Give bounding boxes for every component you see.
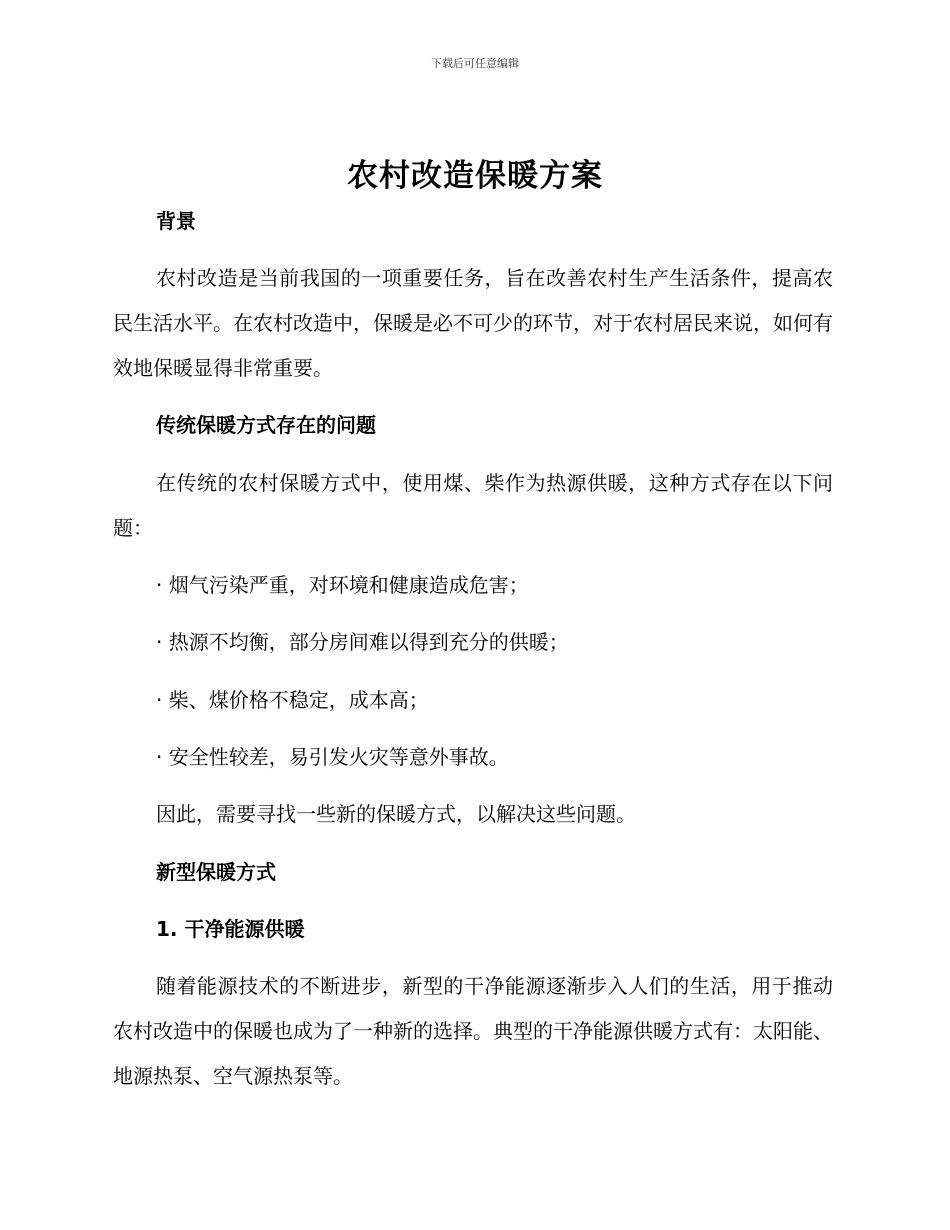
header-note: 下载后可任意编辑 <box>431 57 519 70</box>
paragraph-problems-conclusion: 因此，需要寻找一些新的保暖方式，以解决这些问题。 <box>156 802 636 826</box>
document-title: 农村改造保暖方案 <box>347 158 603 194</box>
section-heading-problems: 传统保暖方式存在的问题 <box>156 413 376 437</box>
list-item-problem-3: · 柴、煤价格不稳定，成本高； <box>156 688 429 712</box>
subsection-heading-clean-energy: 1. 干净能源供暖 <box>156 917 305 941</box>
list-item-problem-2: · 热源不均衡，部分房间难以得到充分的供暖； <box>156 630 569 654</box>
list-item-problem-4: · 安全性较差，易引发火灾等意外事故。 <box>156 745 509 769</box>
list-item-problem-1: · 烟气污染严重，对环境和健康造成危害； <box>156 573 529 597</box>
paragraph-problems-intro: 在传统的农村保暖方式中，使用煤、柴作为热源供暖，这种方式存在以下问题： <box>113 471 833 540</box>
paragraph-background: 农村改造是当前我国的一项重要任务，旨在改善农村生产生活条件，提高农民生活水平。在农村改造中，保暖是必不可少的环节，对于农村居民来说，如何有效地保暖显得非常重要。 <box>113 266 833 380</box>
paragraph-clean-energy: 随着能源技术的不断进步，新型的干净能源逐渐步入人们的生活，用于推动农村改造中的保暖也成为了一种新的选择。典型的干净能源供暖方式有：太阳能、地源热泵、空气源热泵等。 <box>113 974 833 1088</box>
section-heading-new-methods: 新型保暖方式 <box>156 860 276 884</box>
section-heading-background: 背景 <box>156 209 196 233</box>
